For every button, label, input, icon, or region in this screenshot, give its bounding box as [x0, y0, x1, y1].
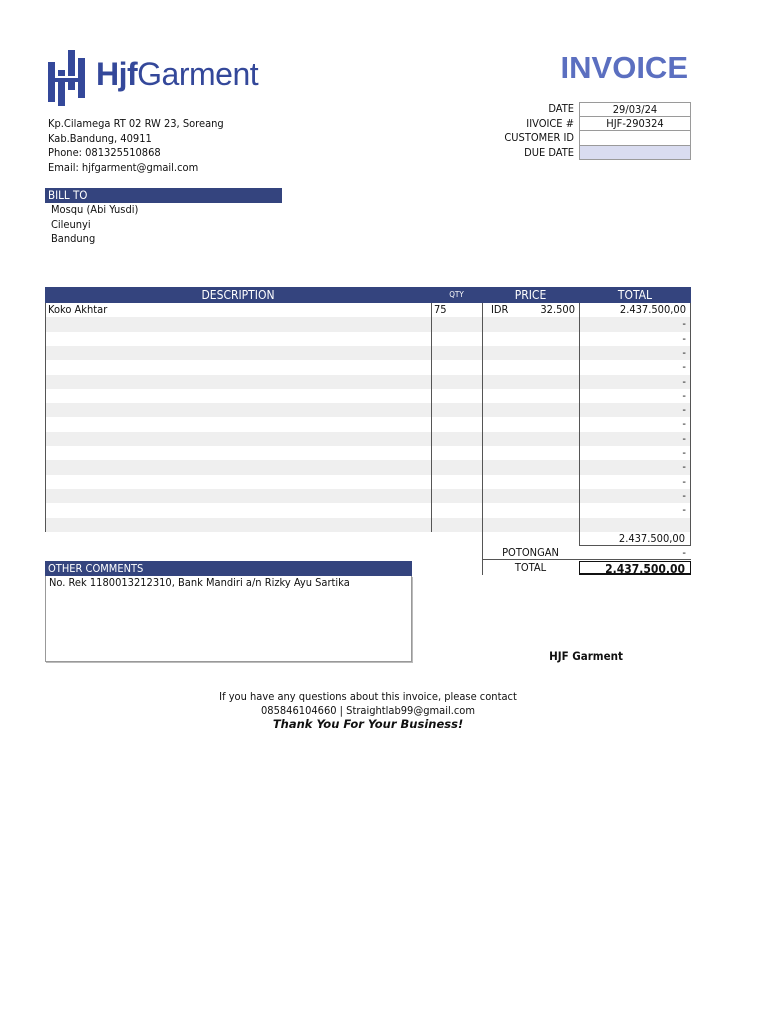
due-date-label: DUE DATE [524, 145, 574, 159]
bill-to-region: Bandung [51, 232, 96, 245]
footer-contact [150, 690, 586, 718]
row-description [48, 346, 430, 360]
row-currency [491, 460, 521, 474]
discount-label: POTONGAN [482, 546, 579, 560]
row-description [48, 460, 430, 474]
row-qty [434, 360, 482, 374]
row-price [521, 446, 575, 460]
row-qty [434, 503, 482, 517]
row-description [48, 432, 430, 446]
row-qty [434, 346, 482, 360]
row-total: - [682, 446, 686, 459]
table-row [46, 389, 691, 403]
row-price [521, 375, 575, 389]
row-qty [434, 403, 482, 417]
customer-id-label: CUSTOMER ID [504, 131, 574, 144]
row-currency [491, 475, 521, 489]
row-description [48, 332, 430, 346]
row-total: - [682, 503, 686, 517]
row-price: 32.500 [540, 303, 575, 316]
bill-to-heading: BILL TO [45, 188, 282, 203]
row-price [521, 489, 575, 503]
row-price [521, 317, 575, 331]
invoice-meta-values [579, 102, 691, 160]
row-currency [491, 332, 521, 346]
row-currency [491, 417, 521, 431]
row-qty [434, 446, 482, 460]
invoice-number-label: IIVOICE # [526, 116, 574, 130]
table-row [46, 403, 691, 417]
table-row [46, 518, 691, 532]
row-qty [434, 460, 482, 474]
row-total: - [682, 460, 686, 474]
row-description [48, 403, 430, 417]
table-row [46, 432, 691, 446]
items-table-header [45, 287, 691, 303]
row-qty [434, 489, 482, 503]
row-qty: 75 [434, 303, 447, 316]
row-description [48, 417, 430, 431]
row-currency [491, 375, 521, 389]
row-price [521, 475, 575, 489]
row-currency [491, 446, 521, 460]
bill-to-name: Mosqu (Abi Yusdi) [51, 203, 139, 216]
table-row [46, 375, 691, 389]
comments-text: No. Rek 1180013212310, Bank Mandiri a/n Rizky Ayu Sartika [49, 576, 350, 589]
subtotal-value: 2.437.500,00 [579, 532, 691, 546]
row-description [48, 375, 430, 389]
row-qty [434, 475, 482, 489]
row-price [521, 417, 575, 431]
row-price [521, 332, 575, 346]
row-price [521, 346, 575, 360]
row-price [521, 360, 575, 374]
company-address-line2: Kab.Bandung, 40911 [48, 131, 152, 145]
row-total: - [682, 474, 686, 488]
row-total: - [682, 345, 686, 359]
row-description [48, 446, 430, 460]
logo-mark-icon [48, 50, 85, 106]
other-comments-heading: OTHER COMMENTS [45, 561, 412, 576]
row-total [580, 518, 686, 532]
table-row [46, 360, 691, 374]
date-label: DATE [548, 102, 574, 115]
row-currency [491, 360, 521, 374]
total-label: TOTAL [514, 561, 547, 574]
discount-value: - [579, 546, 691, 560]
table-row [46, 446, 691, 460]
customer-id-field[interactable] [579, 131, 691, 146]
table-right-border [690, 303, 691, 532]
row-total: - [682, 317, 686, 331]
table-row [46, 417, 691, 431]
row-price [521, 518, 575, 532]
date-field[interactable]: 29/03/24 [579, 102, 691, 117]
row-total: - [682, 360, 686, 374]
row-qty [434, 518, 482, 532]
row-currency [491, 503, 521, 517]
qty-header: QTY [449, 290, 464, 299]
company-email: Email: hjfgarment@gmail.com [48, 160, 199, 174]
row-description [48, 360, 430, 374]
row-price [521, 432, 575, 446]
row-currency [491, 518, 521, 532]
row-qty [434, 389, 482, 403]
invoice-meta-labels [470, 102, 574, 160]
row-price [521, 403, 575, 417]
row-qty [434, 375, 482, 389]
row-description [48, 389, 430, 403]
bill-to-city: Cileunyi [51, 217, 91, 231]
row-currency [491, 403, 521, 417]
row-qty [434, 417, 482, 431]
due-date-field[interactable] [579, 146, 691, 161]
row-total: - [682, 417, 686, 431]
row-description [48, 317, 430, 331]
table-row [46, 475, 691, 489]
company-info [48, 117, 224, 175]
row-currency: IDR [491, 303, 509, 316]
company-logo-text [96, 56, 258, 93]
row-total: - [682, 331, 686, 345]
row-description [48, 489, 430, 503]
row-price [521, 460, 575, 474]
signature-name: HJF Garment [549, 649, 623, 663]
thank-you-message: Thank You For Your Business! [272, 717, 464, 731]
footer-line2: 085846104660 | Straightlab99@gmail.com [261, 704, 475, 717]
row-description: Koko Akhtar [48, 303, 108, 316]
invoice-title: INVOICE [560, 50, 688, 85]
items-table-body [45, 303, 691, 532]
row-total: - [682, 374, 686, 388]
row-currency [491, 389, 521, 403]
row-currency [491, 432, 521, 446]
row-description [48, 475, 430, 489]
row-qty [434, 317, 482, 331]
row-qty [434, 432, 482, 446]
table-row [46, 303, 691, 317]
row-total: - [682, 431, 686, 445]
price-column-divider [482, 303, 483, 532]
table-row [46, 460, 691, 474]
table-row [46, 332, 691, 346]
table-row [46, 489, 691, 503]
description-header: DESCRIPTION [201, 288, 275, 302]
table-row [46, 317, 691, 331]
row-total: - [682, 488, 686, 502]
price-header: PRICE [514, 288, 547, 302]
row-price [521, 503, 575, 517]
row-price [521, 389, 575, 403]
other-comments-box [45, 576, 412, 662]
invoice-number-field[interactable]: HJF-290324 [579, 117, 691, 132]
row-currency [491, 317, 521, 331]
table-row [46, 346, 691, 360]
row-total: - [682, 403, 686, 417]
bill-to-details [51, 203, 138, 247]
total-header: TOTAL [617, 288, 653, 302]
company-phone: Phone: 081325510868 [48, 146, 161, 159]
grand-total-value: 2.437.500,00 [579, 561, 691, 575]
row-currency [491, 346, 521, 360]
row-description [48, 518, 430, 532]
row-total: 2.437.500,00 [619, 303, 686, 316]
row-total: - [682, 388, 686, 402]
footer-line1: If you have any questions about this invoice, please contact [219, 690, 517, 703]
row-currency [491, 489, 521, 503]
row-qty [434, 332, 482, 346]
logo-bold-text: Hjf [96, 56, 138, 92]
total-column-divider [579, 303, 580, 532]
row-description [48, 503, 430, 517]
logo-rest-text: Garment [137, 56, 259, 92]
company-address-line1: Kp.Cilamega RT 02 RW 23, Soreang [48, 117, 224, 130]
table-row [46, 503, 691, 517]
qty-column-divider [431, 303, 432, 532]
